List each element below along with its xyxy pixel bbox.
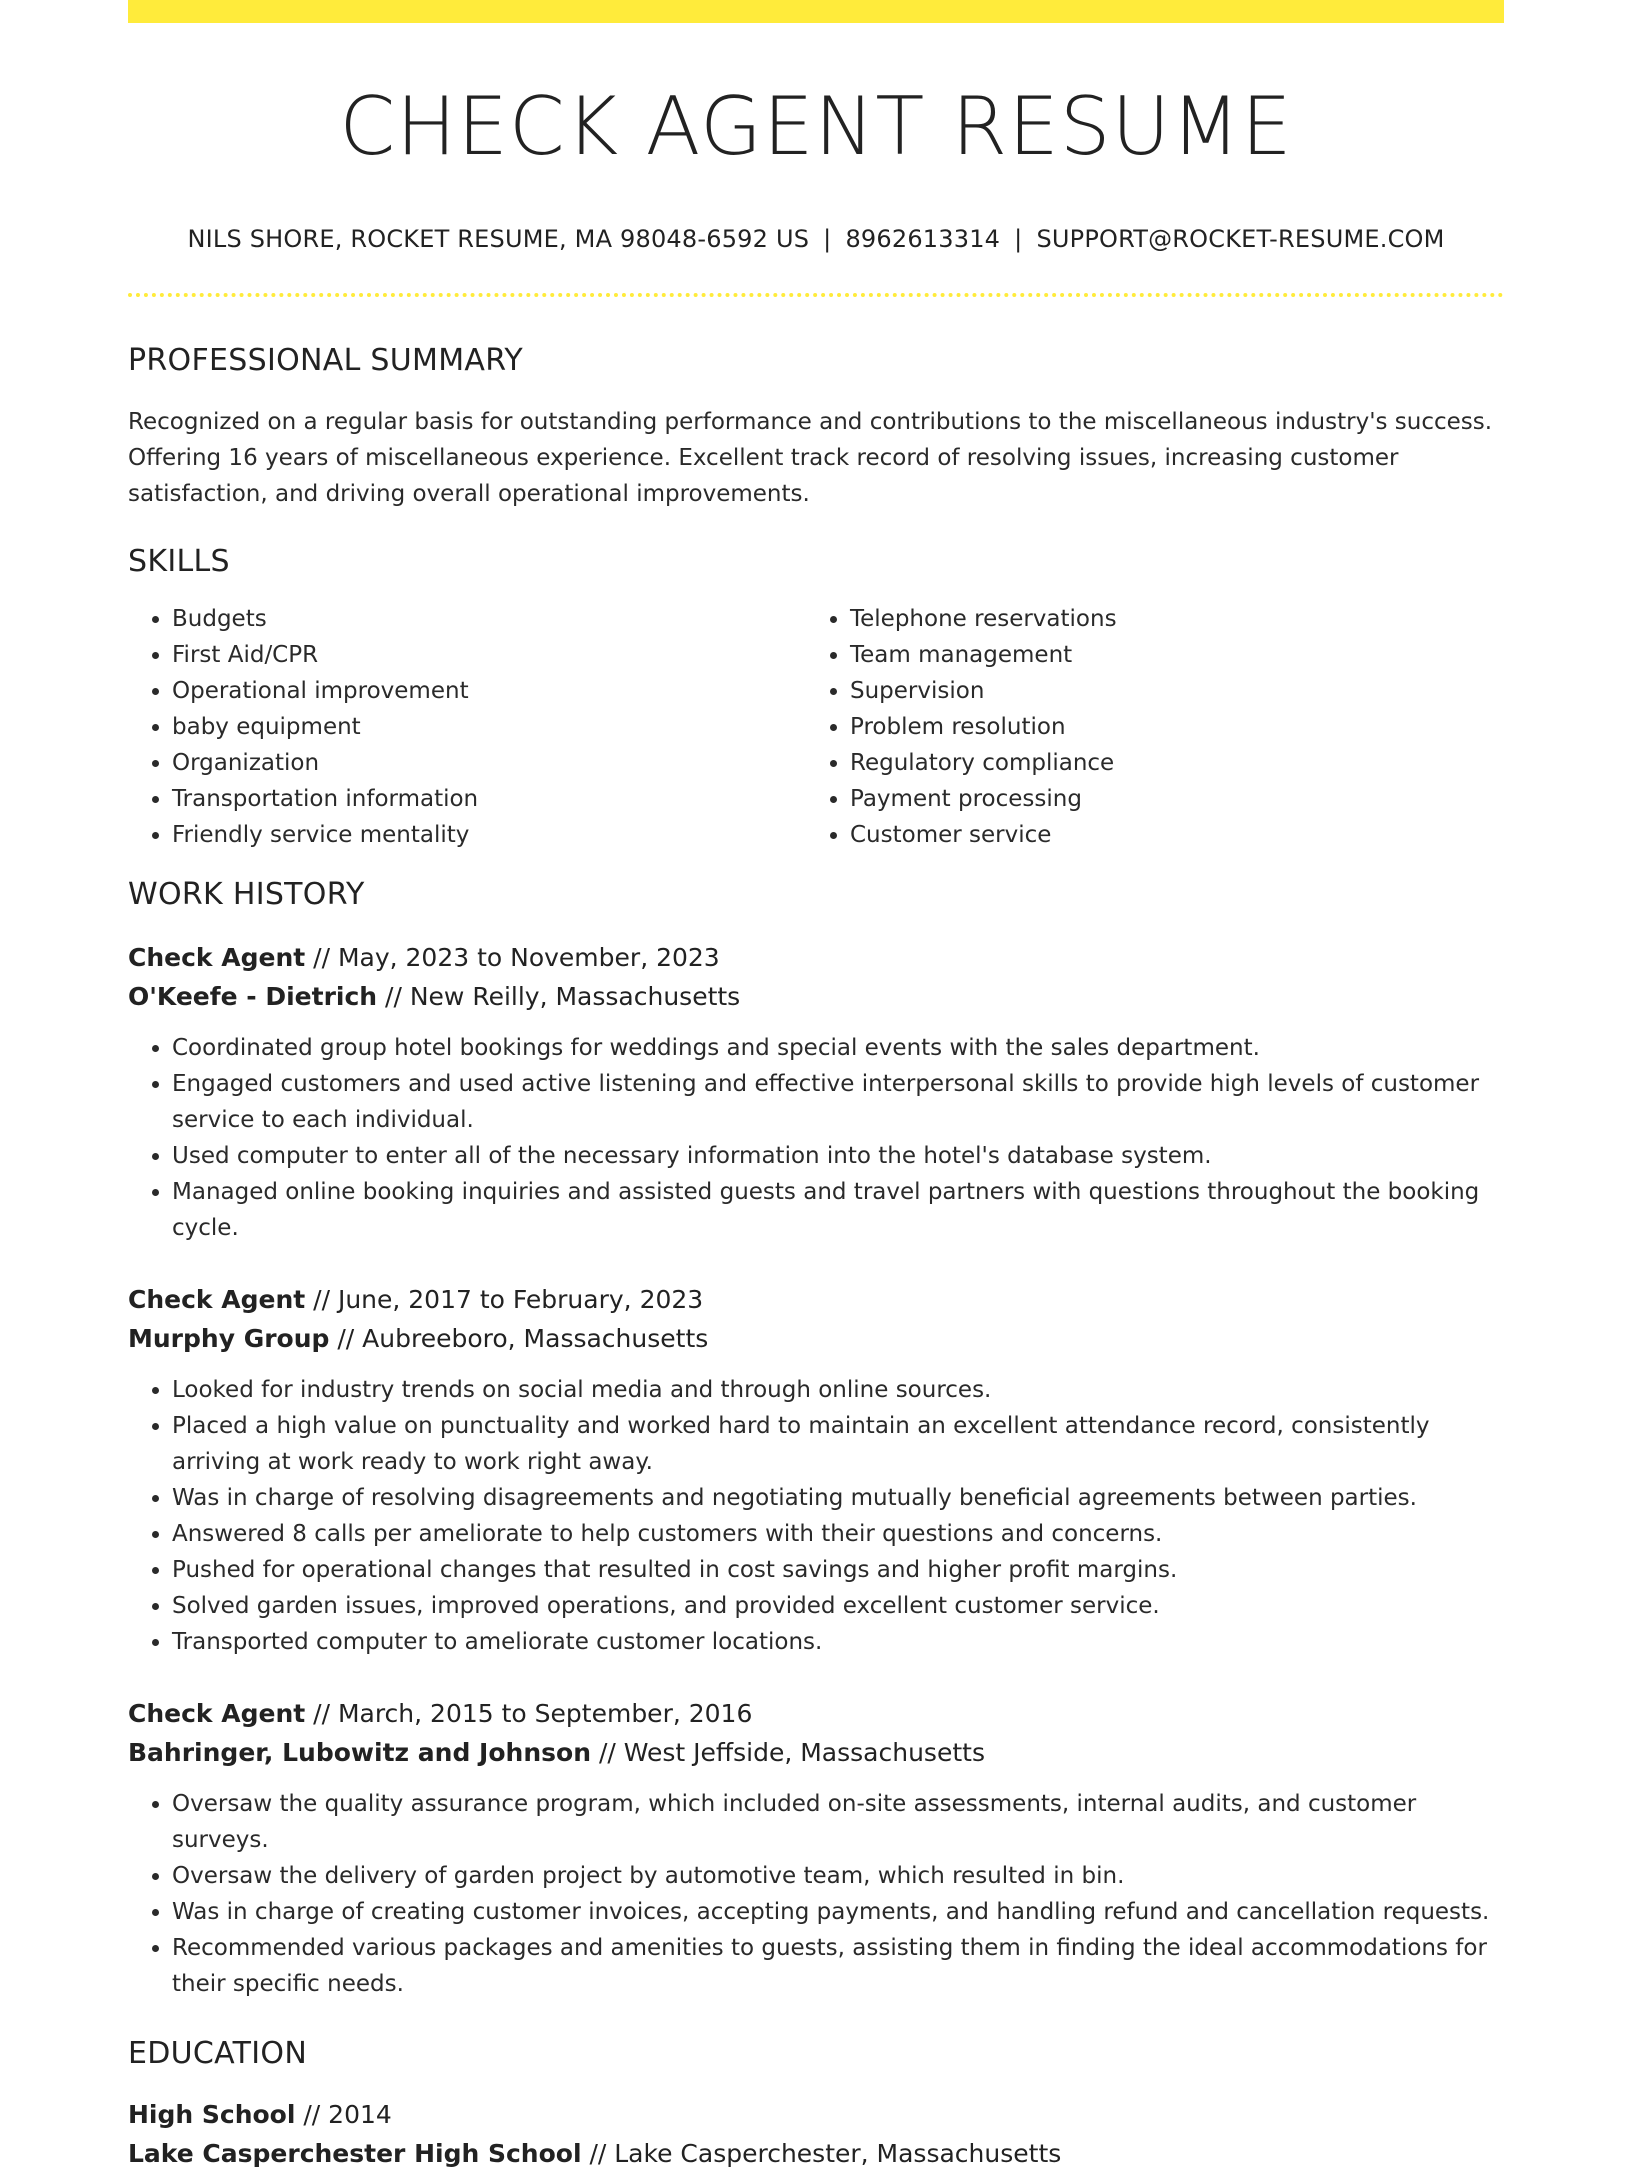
contact-email[interactable]: SUPPORT@ROCKET-RESUME.COM (1036, 225, 1445, 253)
resume-title: CHECK AGENT RESUME (339, 80, 1293, 173)
job-company: Bahringer, Lubowitz and Johnson (128, 1738, 591, 1767)
job-company-line (128, 1733, 1504, 1772)
skills-section (128, 544, 1504, 853)
summary-section (128, 343, 1504, 512)
job-bullet: • Answered 8 calls per ameliorate to help customers with their questions and concerns. (172, 1516, 1504, 1552)
job-entry (128, 1280, 1504, 1660)
skill-item: • Customer service (850, 817, 1504, 853)
skill-item: • Team management (850, 637, 1504, 673)
job-dates: // June, 2017 to February, 2023 (305, 1285, 704, 1314)
skill-item: • Organization (172, 745, 806, 781)
work-history-heading: WORK HISTORY (128, 877, 365, 912)
job-bullet: • Oversaw the delivery of garden project by automotive team, which resulted in bin. (172, 1858, 1504, 1894)
skill-item: • Regulatory compliance (850, 745, 1504, 781)
skill-item: • Telephone reservations (850, 601, 1504, 637)
contact-phone[interactable]: 8962613314 (845, 225, 1001, 253)
job-bullet: • Looked for industry trends on social media and through online sources. (172, 1372, 1504, 1408)
job-title-line (128, 1694, 1504, 1733)
job-bullet: • Engaged customers and used active listening and effective interpersonal skills to provide high levels of customer service to each individual. (172, 1066, 1504, 1138)
skills-right-list (806, 601, 1504, 853)
job-bullet: • Was in charge of resolving disagreements and negotiating mutually beneficial agreements between parties. (172, 1480, 1504, 1516)
resume-page (128, 0, 1504, 2173)
job-bullets (128, 1372, 1504, 1660)
job-bullet: • Was in charge of creating customer invoices, accepting payments, and handling refund and cancellation requests. (172, 1894, 1504, 1930)
job-bullets (128, 1030, 1504, 1246)
skill-item: • Supervision (850, 673, 1504, 709)
job-title: Check Agent (128, 1285, 306, 1314)
job-bullet: • Pushed for operational changes that resulted in cost savings and higher profit margins. (172, 1552, 1504, 1588)
skill-item: • Payment processing (850, 781, 1504, 817)
job-company: O'Keefe - Dietrich (128, 982, 378, 1011)
job-company: Murphy Group (128, 1324, 330, 1353)
accent-top-bar (128, 0, 1504, 23)
job-company-line (128, 1319, 1504, 1358)
contact-line (128, 225, 1504, 253)
contact-separator: | (1014, 225, 1023, 253)
skill-item: • baby equipment (172, 709, 806, 745)
education-location: // Lake Casperchester, Massachusetts (581, 2139, 1062, 2168)
skills-columns (128, 601, 1504, 853)
job-title-line (128, 938, 1504, 977)
job-title: Check Agent (128, 943, 306, 972)
dotted-divider (128, 293, 1504, 297)
job-title-line (128, 1280, 1504, 1319)
education-school-line (128, 2134, 1504, 2173)
job-location: // Aubreeboro, Massachusetts (329, 1324, 709, 1353)
job-company-line (128, 977, 1504, 1016)
education-heading: EDUCATION (128, 2036, 308, 2071)
summary-heading: PROFESSIONAL SUMMARY (128, 343, 524, 378)
skill-item: • Operational improvement (172, 673, 806, 709)
skills-left-list (128, 601, 806, 853)
job-bullet: • Recommended various packages and amenities to guests, assisting them in finding the ideal accommodations for their specific needs. (172, 1930, 1504, 2002)
education-school: Lake Casperchester High School (128, 2139, 582, 2168)
job-bullet: • Oversaw the quality assurance program, which included on-site assessments, internal audits, and customer surveys. (172, 1786, 1504, 1858)
education-degree-line (128, 2095, 1504, 2134)
summary-text: Recognized on a regular basis for outstanding performance and contributions to the miscellaneous industry's success. Offering 16 years of miscellaneous experience. Excellent track record of resolving issues, increasing customer satisfaction, and driving overall operational improvements. (128, 409, 1493, 507)
job-bullet: • Used computer to enter all of the necessary information into the hotel's database system. (172, 1138, 1504, 1174)
job-location: // West Jeffside, Massachusetts (591, 1738, 985, 1767)
job-dates: // May, 2023 to November, 2023 (305, 943, 720, 972)
job-bullet: • Solved garden issues, improved operations, and provided excellent customer service. (172, 1588, 1504, 1624)
skill-item: • Problem resolution (850, 709, 1504, 745)
job-bullet: • Coordinated group hotel bookings for weddings and special events with the sales department. (172, 1030, 1504, 1066)
education-year: // 2014 (295, 2100, 392, 2129)
education-section (128, 2036, 1504, 2173)
skills-heading: SKILLS (128, 544, 230, 579)
contact-separator: | (823, 225, 832, 253)
job-bullets (128, 1786, 1504, 2002)
job-bullet: • Placed a high value on punctuality and worked hard to maintain an excellent attendance record, consistently arriving at work ready to work right away. (172, 1408, 1504, 1480)
job-bullet: • Transported computer to ameliorate customer locations. (172, 1624, 1504, 1660)
work-history-section (128, 877, 1504, 2002)
skill-item: • Friendly service mentality (172, 817, 806, 853)
job-entry (128, 938, 1504, 1246)
skill-item: • First Aid/CPR (172, 637, 806, 673)
skill-item: • Budgets (172, 601, 806, 637)
contact-address: NILS SHORE, ROCKET RESUME, MA 98048-6592 US (187, 225, 810, 253)
job-entry (128, 1694, 1504, 2002)
job-location: // New Reilly, Massachusetts (377, 982, 741, 1011)
job-dates: // March, 2015 to September, 2016 (305, 1699, 753, 1728)
job-bullet: • Managed online booking inquiries and assisted guests and travel partners with questions throughout the booking cycle. (172, 1174, 1504, 1246)
education-degree: High School (128, 2100, 296, 2129)
education-entry (128, 2095, 1504, 2173)
skill-item: • Transportation information (172, 781, 806, 817)
job-title: Check Agent (128, 1699, 306, 1728)
